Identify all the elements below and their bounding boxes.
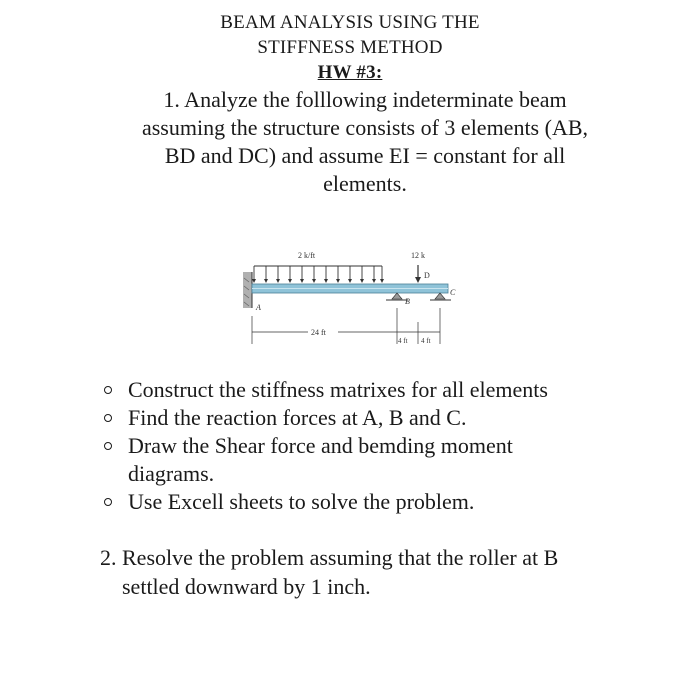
bullet-circle-icon [104, 498, 112, 506]
task-text: Construct the stiffness matrixes for all elements [128, 377, 548, 402]
problem-2-text: Resolve the problem assuming that the roller at B [122, 545, 559, 570]
task-item [100, 404, 680, 432]
label-b: B [405, 297, 410, 306]
task-text: diagrams. [128, 461, 215, 486]
distributed-load-label: 2 k/ft [298, 251, 316, 260]
roller-support-c-icon [430, 293, 451, 300]
problem-2-statement [100, 543, 660, 601]
problem-2-line [100, 543, 660, 572]
beam-diagram [240, 238, 465, 353]
task-text: Find the reaction forces at A, B and C. [128, 405, 467, 430]
point-load-label: 12 k [411, 251, 425, 260]
problem-1-line: BD and DC) and assume EI = constant for all [164, 143, 566, 168]
homework-label: HW #3: [317, 62, 383, 83]
dimension-bd-label: 4 ft [398, 337, 408, 345]
dimension-lines [252, 308, 440, 344]
label-c: C [450, 288, 456, 297]
dimension-dc-label: 4 ft [421, 337, 431, 345]
task-item [100, 432, 680, 460]
problem-1-line: assuming the structure consists of 3 elements (AB, [141, 115, 589, 140]
problem-1-line: elements. [323, 171, 407, 196]
task-text: Use Excell sheets to solve the problem. [128, 489, 475, 514]
problem-1-statement [115, 86, 615, 198]
label-a: A [256, 303, 261, 312]
bullet-circle-icon [104, 414, 112, 422]
task-item [100, 488, 680, 516]
title-line-1: BEAM ANALYSIS USING THE [220, 12, 480, 33]
title-line-2: STIFFNESS METHOD [257, 37, 443, 58]
bullet-circle-icon [104, 442, 112, 450]
label-d: D [424, 271, 430, 280]
problem-2-number: 2. [100, 545, 117, 570]
distributed-load-arrowheads [252, 279, 384, 283]
task-item-continuation [100, 460, 680, 488]
fixed-support-icon [243, 272, 252, 308]
point-load-arrow [415, 265, 421, 283]
task-list [100, 376, 680, 516]
task-text: Draw the Shear force and bemding moment [128, 433, 513, 458]
task-item [100, 376, 680, 404]
problem-1-line: 1. Analyze the folllowing indeterminate beam [163, 87, 567, 112]
dimension-ab-label: 24 ft [311, 328, 326, 337]
bullet-circle-icon [104, 386, 112, 394]
problem-2-line: settled downward by 1 inch. [122, 574, 371, 599]
